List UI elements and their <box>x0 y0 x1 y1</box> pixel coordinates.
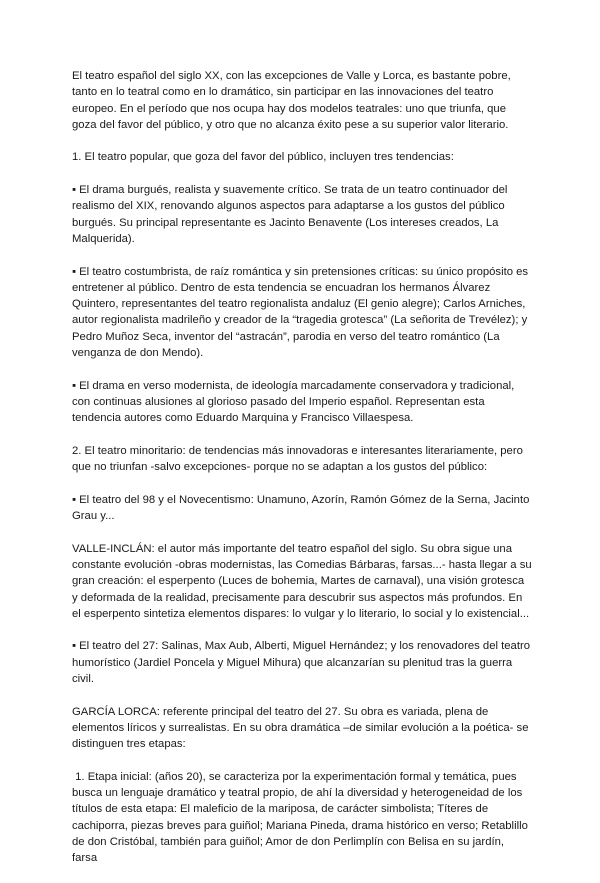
garcia-lorca-paragraph: GARCÍA LORCA: referente principal del teatro del 27. Su obra es variada, plena de elementos líricos y surrealistas. En su obra dramática –de similar evolución a la poética- se distinguen tres etapas: <box>72 705 532 751</box>
bullet-drama-modernista: ▪ El drama en verso modernista, de ideología marcadamente conservadora y tradicional, con continuas alusiones al glorioso pasado del Imperio español. Representan esta tendencia autores como Eduardo Marquina y Francisco Villaespesa. <box>72 379 518 425</box>
section-2-heading: 2. El teatro minoritario: de tendencias más innovadoras e interesantes literariamente, pero que no triunfan -salvo excepciones- porque no se adaptan a los gustos del público: <box>72 444 527 474</box>
bullet-teatro-costumbrista: ▪ El teatro costumbrista, de raíz romántica y sin pretensiones críticas: su único propósito es entretener al público. Dentro de esta tendencia se encuadran los hermanos Álvarez Quintero, representantes del teatro regionalista andaluz (El genio alegre); Carlos Arniches, autor regionalista madrileño y creador de la “tragedia grotesca” (La señorita de Trevélez); y Pedro Muñoz Seca, inventor del “astracán”, parodia en verso del teatro romántico (La venganza de don Mendo). <box>72 265 532 360</box>
bullet-drama-burgues: ▪ El drama burgués, realista y suavemente crítico. Se trata de un teatro continuador del realismo del XIX, renovando algunos aspectos para adaptarse a los gustos del público burgués. Su principal representante es Jacinto Benavente (Los intereses creados, La Malquerida). <box>72 184 511 245</box>
etapa-inicial-paragraph: 1. Etapa inicial: (años 20), se caracteriza por la experimentación formal y temática, pues busca un lenguaje dramático y teatral propio, de ahí la diversidad y heterogeneidad de los títulos de esta etapa: El maleficio de la mariposa, de carácter simbolista; Títeres de cachiporra, piezas breves para guiñol; Mariana Pineda, drama histórico en verso; Retablillo de don Cristóbal, también para guiñol; Amor de don Perlimplín con Belisa en su jardín, farsa <box>72 770 532 865</box>
bullet-teatro-98: ▪ El teatro del 98 y el Novecentismo: Unamuno, Azorín, Ramón Gómez de la Serna, Jacinto Grau y... <box>72 493 533 523</box>
document-page <box>72 68 535 883</box>
valle-inclan-paragraph: VALLE-INCLÁN: el autor más importante del teatro español del siglo. Su obra sigue una constante evolución -obras modernistas, las Comedias Bárbaras, farsas...- hasta llegar a su gran creación: el esperpento (Luces de bohemia, Martes de carnaval), una visión grotesca y deformada de la realidad, precisamente para descubrir sus aspectos más profundos. En el esperpento sintetiza elementos dispares: lo vulgar y lo literario, lo social y lo existencial... <box>72 542 535 620</box>
section-1-heading: 1. El teatro popular, que goza del favor del público, incluyen tres tendencias: <box>72 151 454 164</box>
bullet-teatro-27: ▪ El teatro del 27: Salinas, Max Aub, Alberti, Miguel Hernández; y los renovadores del teatro humorístico (Jardiel Poncela y Miguel Mihura) que alcanzarían su plenitud tras la guerra civil. <box>72 640 534 685</box>
intro-paragraph: El teatro español del siglo XX, con las excepciones de Valle y Lorca, es bastante pobre, tanto en lo teatral como en lo dramático, sin participar en las innovaciones del teatro europeo. En el período que nos ocupa hay dos modelos teatrales: uno que triunfa, que goza del favor del público, y otro que no alcanza éxito pese a su superior valor literario. <box>72 70 514 131</box>
